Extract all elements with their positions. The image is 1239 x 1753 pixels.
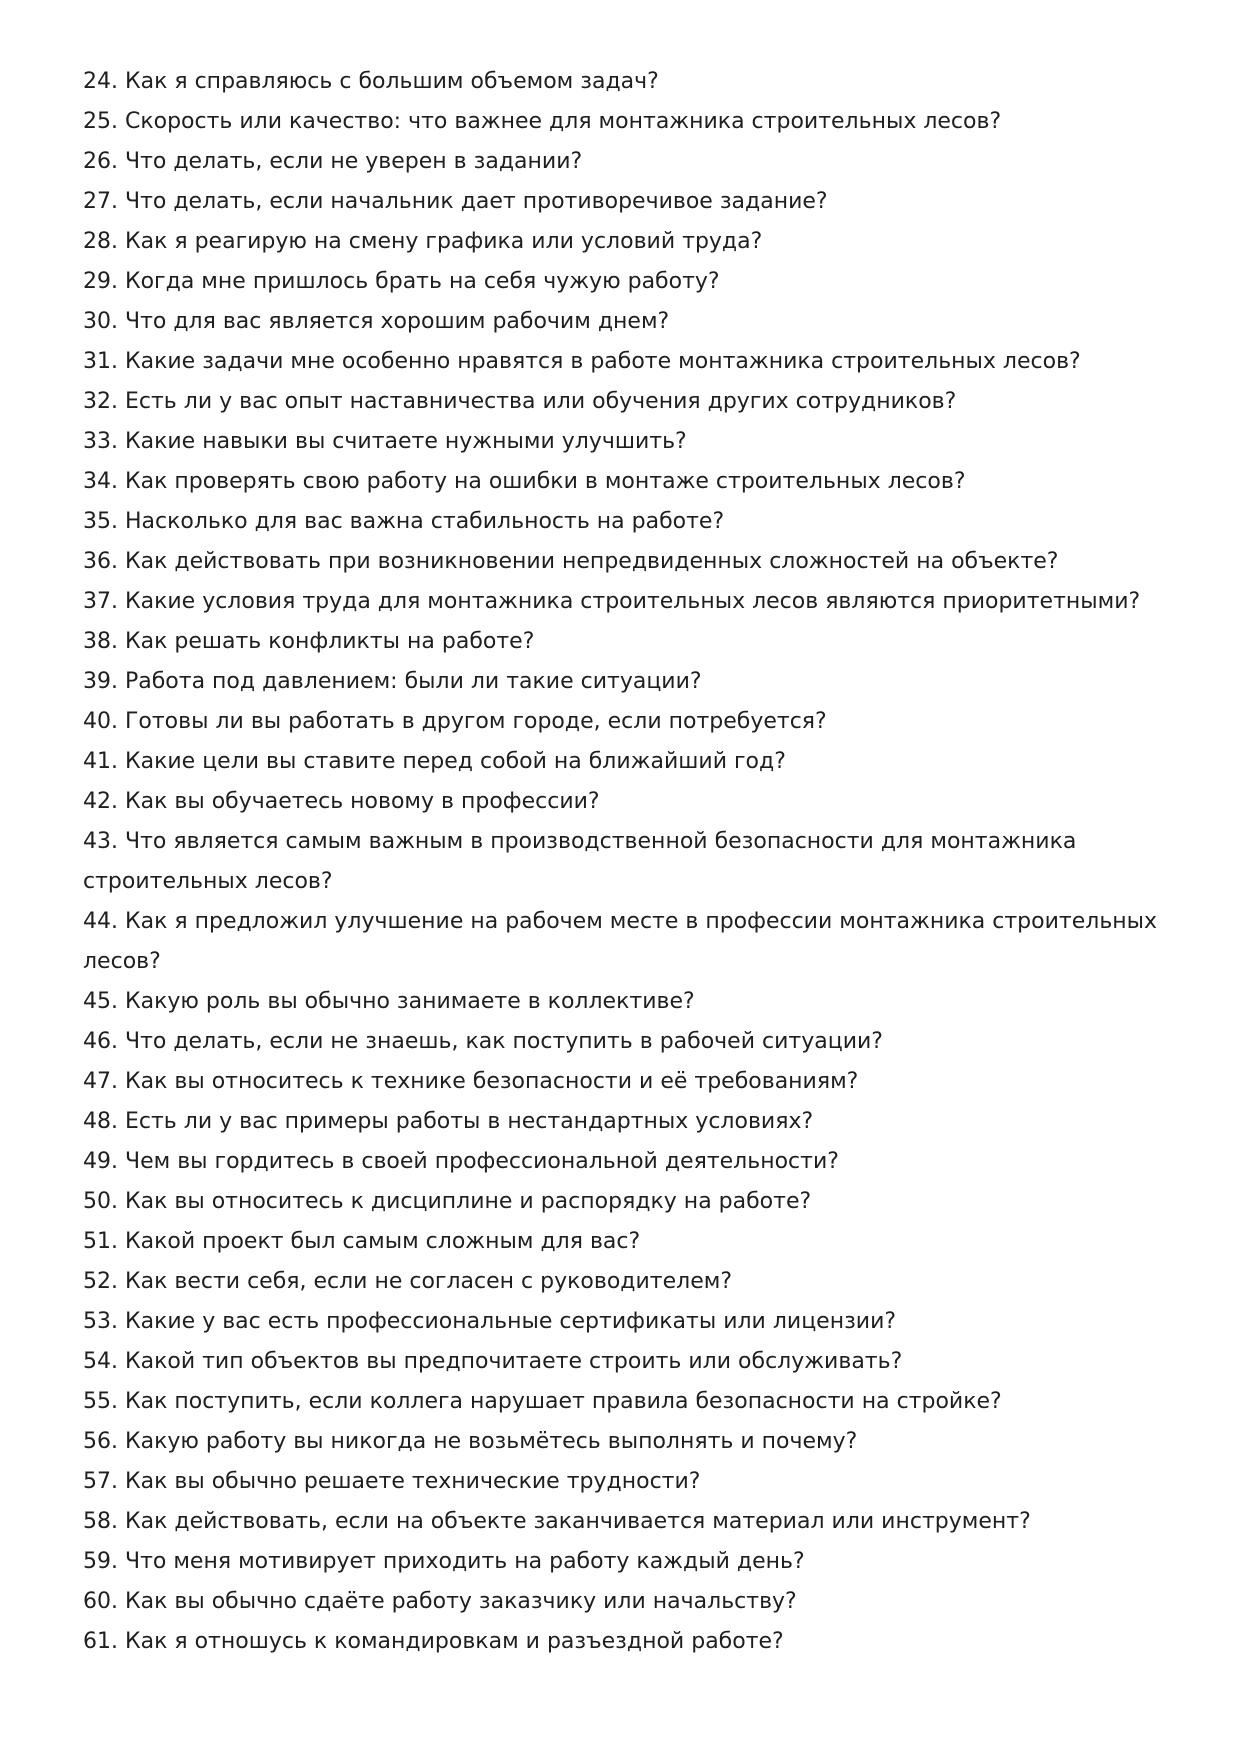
question-item: 60. Как вы обычно сдаёте работу заказчику или начальству?	[83, 1589, 797, 1614]
question-item: 32. Есть ли у вас опыт наставничества или обучения других сотрудников?	[83, 389, 957, 414]
question-item: 52. Как вести себя, если не согласен с руководителем?	[83, 1269, 733, 1294]
question-item: 39. Работа под давлением: были ли такие ситуации?	[83, 669, 702, 694]
question-item: 42. Как вы обучаетесь новому в профессии?	[83, 789, 600, 814]
question-item: 33. Какие навыки вы считаете нужными улучшить?	[83, 429, 687, 454]
question-item: 25. Скорость или качество: что важнее для монтажника строительных лесов?	[83, 109, 1002, 134]
question-item: 47. Как вы относитесь к технике безопасности и её требованиям?	[83, 1069, 859, 1094]
question-item: 48. Есть ли у вас примеры работы в нестандартных условиях?	[83, 1109, 814, 1134]
question-item: 57. Как вы обычно решаете технические трудности?	[83, 1469, 701, 1494]
question-item: 53. Какие у вас есть профессиональные сертификаты или лицензии?	[83, 1309, 897, 1334]
question-item: 59. Что меня мотивирует приходить на работу каждый день?	[83, 1549, 805, 1574]
question-item: 40. Готовы ли вы работать в другом городе, если потребуется?	[83, 709, 827, 734]
question-item: 30. Что для вас является хорошим рабочим днем?	[83, 309, 670, 334]
question-item: 50. Как вы относитесь к дисциплине и распорядку на работе?	[83, 1189, 812, 1214]
question-item: 46. Что делать, если не знаешь, как поступить в рабочей ситуации?	[83, 1029, 883, 1054]
question-item: 29. Когда мне пришлось брать на себя чужую работу?	[83, 269, 720, 294]
question-item: 36. Как действовать при возникновении непредвиденных сложностей на объекте?	[83, 549, 1059, 574]
question-list	[83, 62, 1163, 1662]
question-item: 38. Как решать конфликты на работе?	[83, 629, 535, 654]
question-item: 26. Что делать, если не уверен в задании?	[83, 149, 583, 174]
question-item: 28. Как я реагирую на смену графика или условий труда?	[83, 229, 763, 254]
question-item: 27. Что делать, если начальник дает противоречивое задание?	[83, 189, 828, 214]
question-item: 24. Как я справляюсь с большим объемом задач?	[83, 69, 659, 94]
question-item: 45. Какую роль вы обычно занимаете в коллективе?	[83, 989, 695, 1014]
question-item: 31. Какие задачи мне особенно нравятся в работе монтажника строительных лесов?	[83, 349, 1081, 374]
question-item: 54. Какой тип объектов вы предпочитаете строить или обслуживать?	[83, 1349, 903, 1374]
question-item: 41. Какие цели вы ставите перед собой на ближайший год?	[83, 749, 786, 774]
question-item: 58. Как действовать, если на объекте заканчивается материал или инструмент?	[83, 1509, 1031, 1534]
question-item: 37. Какие условия труда для монтажника строительных лесов являются приоритетными?	[83, 589, 1141, 614]
question-item: 61. Как я отношусь к командировкам и разъездной работе?	[83, 1629, 784, 1654]
question-item: 43. Что является самым важным в производственной безопасности для монтажника строительных лесов?	[83, 829, 1077, 894]
question-item: 51. Какой проект был самым сложным для вас?	[83, 1229, 641, 1254]
question-item: 49. Чем вы гордитесь в своей профессиональной деятельности?	[83, 1149, 839, 1174]
question-item: 56. Какую работу вы никогда не возьмётесь выполнять и почему?	[83, 1429, 858, 1454]
question-item: 35. Насколько для вас важна стабильность на работе?	[83, 509, 725, 534]
question-item: 44. Как я предложил улучшение на рабочем месте в профессии монтажника строительных лесов?	[83, 909, 1158, 974]
question-item: 55. Как поступить, если коллега нарушает правила безопасности на стройке?	[83, 1389, 1002, 1414]
question-item: 34. Как проверять свою работу на ошибки в монтаже строительных лесов?	[83, 469, 966, 494]
